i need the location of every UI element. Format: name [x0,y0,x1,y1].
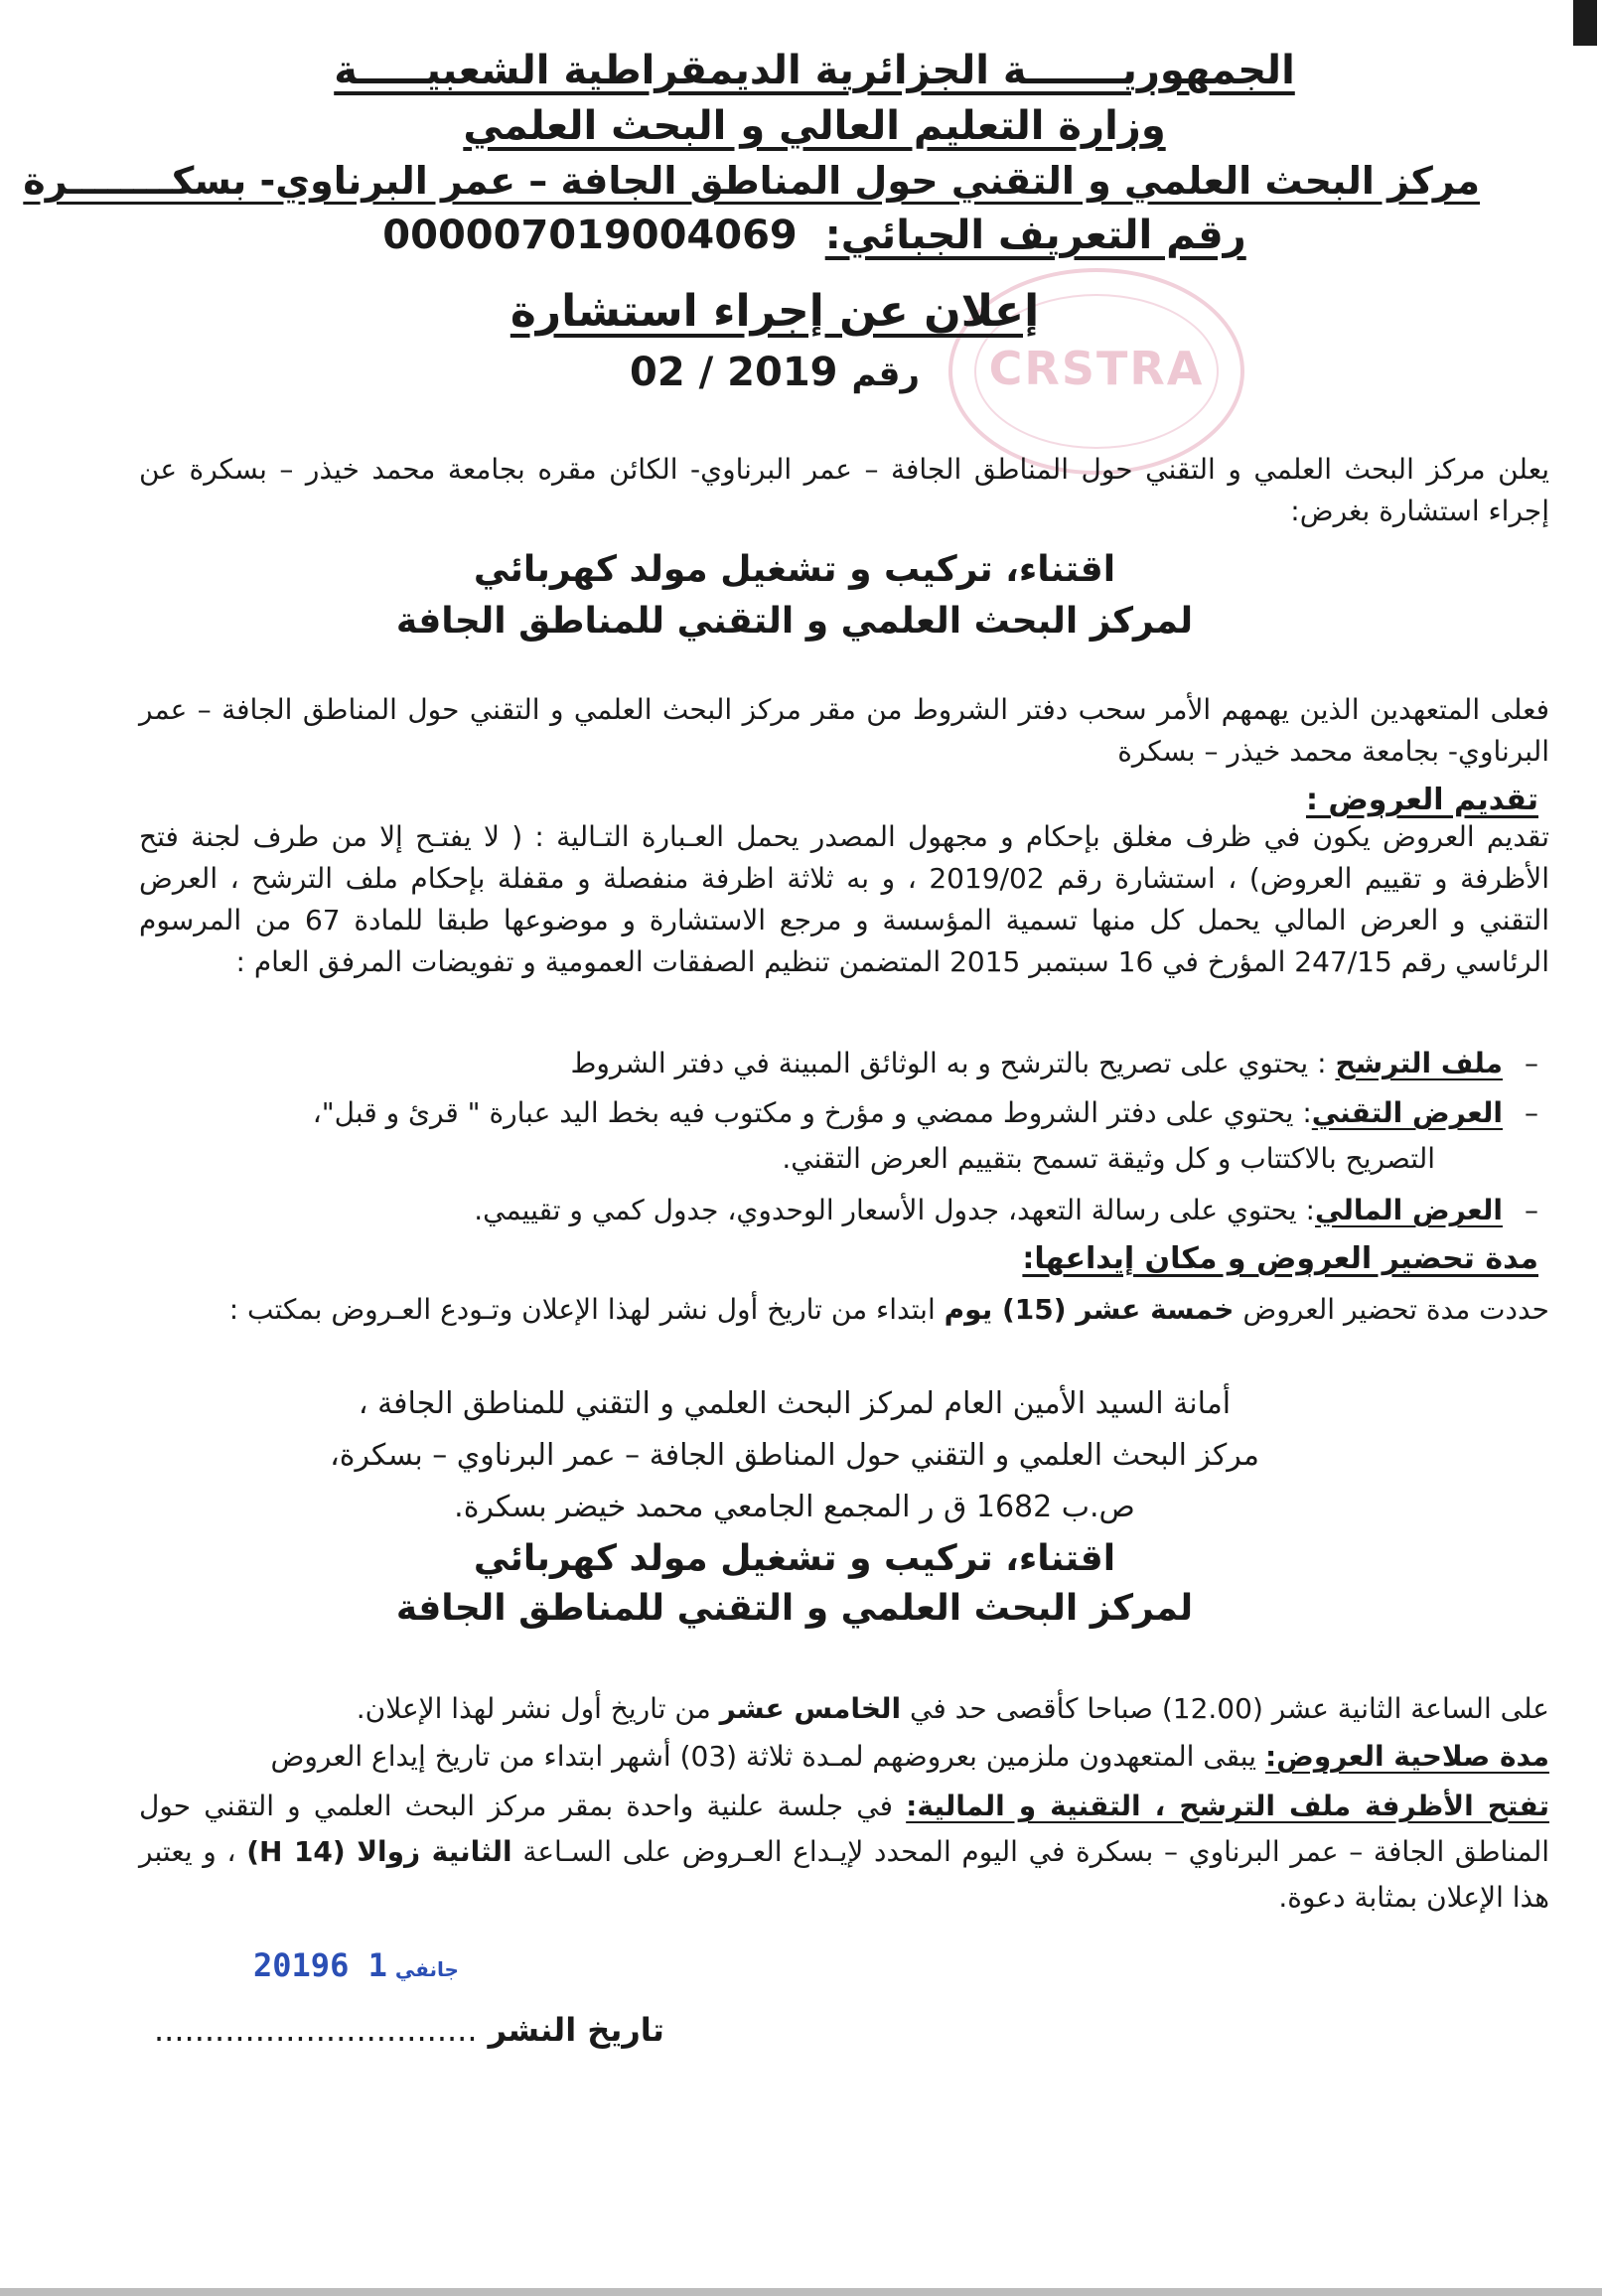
announcement-number [397,350,1152,395]
bullet-text: يحتوي على تصريح بالترشح و به الوثائق المبينة في دفتر الشروط [570,1047,1309,1079]
publication-label: تاريخ النشر [488,2011,664,2049]
address-line-3: ص.ب 1682 ق ر المجمع الجامعي محمد خيضر بسكرة. [454,1490,1135,1524]
opening-paragraph: تفتح الأظرفة ملف الترشح ، التقنية و المالية: في جلسة علنية واحدة بمقر مركز البحث العلمي و التقني حول المناطق الجافة – عمر البرناوي – بسكرة في اليوم المحدد لإيـداع العـروض على السـاعة الثانية زوالا (14 H) ، و يعتبر هذا الإعلان بمثابة دعوة. [139,1790,1550,1914]
address-line-1: أمانة السيد الأمين العام لمركز البحث العلمي و التقني للمناطق الجافة ، [358,1386,1232,1421]
date-stamp-month: جانفي [394,1957,459,1981]
tax-id-label: رقم التعريف الجبائي: [824,213,1246,258]
stamp-text: CRSTRA [988,342,1205,395]
publication-dots: ................................ [154,2011,478,2049]
validity-paragraph: مدة صلاحية العروض: يبقى المتعهدون ملزمين بعروضهم لمـدة ثلاثة (03) أشهر ابتداء من تاريخ إيداع العروض [270,1740,1549,1773]
bullet-text: يحتوي على رسالة التعهد، جدول الأسعار الوحدوي، جدول كمي و تقييمي. [474,1194,1297,1226]
subject-line-1: اقتناء، تركيب و تشغيل مولد كهربائي [473,549,1116,590]
announcement-number-value: 02 / 2019 [630,350,838,395]
header-ministry: وزارة التعليم العالي و البحث العلمي [463,103,1166,149]
date-stamp-year: 2019 [253,1946,331,1984]
tax-id-number: 000007019004069 [382,213,798,258]
bullet-text: يحتوي على دفتر الشروط ممضي و مؤرخ و مكتوب فيه بخط اليد عبارة " قرئ و قبل"، [312,1096,1294,1129]
intro-paragraph: يعلن مركز البحث العلمي و التقني حول المناطق الجافة – عمر البرناوي- الكائن مقره بجامعة محمد خيذر – بسكرة عن إجراء استشارة بغرض: [139,453,1549,527]
bullet-label: العرض التقني [1311,1096,1503,1129]
subject2-line-2: لمركز البحث العلمي و التقني للمناطق الجافة [395,1588,1194,1629]
deadline-day: الخامس عشر [719,1692,902,1725]
header-republic: الجمهوريـــــــة الجزائرية الديمقراطية الشعبيـــــة [334,48,1295,93]
scan-edge-mark [1573,0,1597,46]
announcement-number-label: رقم [851,355,920,394]
subject2-line-1: اقتناء، تركيب و تشغيل مولد كهربائي [473,1538,1116,1579]
opening-label: تفتح الأظرفة ملف الترشح ، التقنية و المالية: [906,1790,1549,1822]
duration-paragraph: حددت مدة تحضير العروض خمسة عشر (15) يوم ابتداء من تاريخ أول نشر لهذا الإعلان وتـودع العـروض بمكتب : [228,1293,1549,1326]
bullet-financial-offer: –العرض المالي: يحتوي على رسالة التعهد، جدول الأسعار الوحدوي، جدول كمي و تقييمي. [474,1194,1538,1226]
scan-bottom-edge [0,2288,1602,2296]
subject-line-2: لمركز البحث العلمي و التقني للمناطق الجافة [395,601,1194,642]
announcement-title: إعلان عن إجراء استشارة [510,286,1040,337]
submission-heading: تقديم العروض : [1305,783,1538,817]
bullet-technical-offer: –العرض التقني: يحتوي على دفتر الشروط ممضي و مؤرخ و مكتوب فيه بخط اليد عبارة " قرئ و قبل"، [312,1096,1538,1129]
bullet-technical-offer-cont: التصريح بالاكتتاب و كل وثيقة تسمح بتقييم العرض التقني. [782,1142,1435,1175]
header-center: مركز البحث العلمي و التقني حول المناطق الجافة – عمر البرناوي- بسكــــــــرة [23,159,1480,203]
duration-days: خمسة عشر (15) يوم [944,1293,1235,1326]
publication-date [154,2011,664,2049]
opening-time: الثانية زوالا (14 H) [246,1835,512,1868]
date-stamp-day: 1 6 [330,1946,387,1984]
header-tax-id [149,213,1480,258]
submission-paragraph: تقديم العروض يكون في ظرف مغلق بإحكام و مجهول المصدر يحمل العـبارة التـالية : ( لا يفتـح إلا من طرف لجنة فتح الأظرفة و تقييم العروض) ، استشارة رقم 2019/02 ، و به ثلاثة اظرفة منفصلة و مقفلة بإحكام ملف الترشح ، العرض التقني و العرض المالي يحمل كل منها تسمية المؤسسة و مرجع الاستشارة و موضوعها طبقا للمادة 67 من المرسوم الرئاسي رقم 247/15 المؤرخ في 16 سبتمبر 2015 المتضمن تنظيم الصفقات العمومية و تفويضات المرفق العام : [139,820,1549,978]
bullet-label: العرض المالي [1315,1194,1503,1226]
validity-label: مدة صلاحية العروض: [1264,1740,1549,1773]
duration-heading: مدة تحضير العروض و مكان إيداعها: [1022,1241,1538,1276]
withdraw-paragraph: فعلى المتعهدين الذين يهمهم الأمر سحب دفتر الشروط من مقر مركز البحث العلمي و التقني حول المناطق الجافة – عمر البرناوي- بجامعة محمد خيذر – بسكرة [139,693,1549,768]
address-line-2: مركز البحث العلمي و التقني حول المناطق الجافة – عمر البرناوي – بسكرة، [330,1438,1259,1473]
date-stamp [253,1946,467,1984]
bullet-candidacy-file: –ملف الترشح : يحتوي على تصريح بالترشح و به الوثائق المبينة في دفتر الشروط [570,1047,1538,1079]
bullet-label: ملف الترشح [1335,1047,1503,1079]
deadline-paragraph: على الساعة الثانية عشر (12.00) صباحا كأقصى حد في الخامس عشر من تاريخ أول نشر لهذا الإعلان. [356,1692,1549,1725]
